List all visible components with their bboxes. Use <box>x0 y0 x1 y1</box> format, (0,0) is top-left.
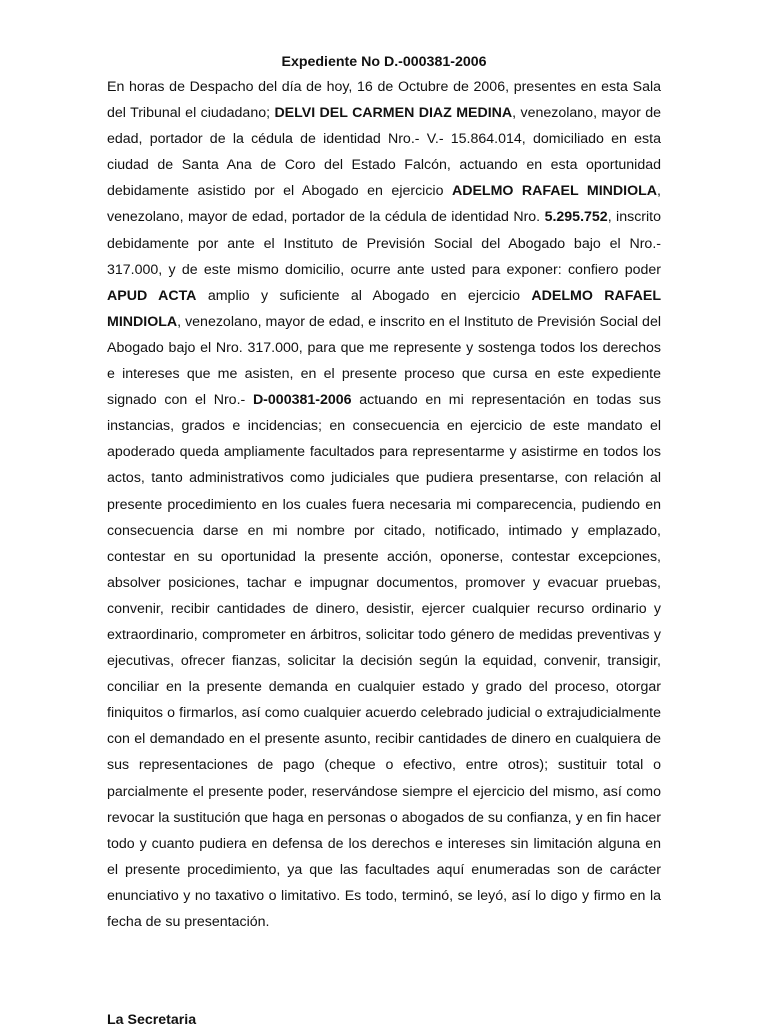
document-title: Expediente No D.-000381-2006 <box>281 54 487 70</box>
body-segment: actuando en mi representación en todas sus instancias, grados e incidencias; en consecuencia en ejercicio de este mandato el apoderado queda ampliamente facultados para representarme y asistirme en todos los actos, tanto administrativos como judiciales que pudiera presentarse, con relación al presente procedimiento en los cuales fuera necesaria mi comparecencia, pudiendo en consecuencia darse en mi nombre por citado, notificado, intimado y emplazado, contestar en su oportunidad la presente acción, oponerse, contestar excepciones, absolver posiciones, tachar e impugnar documentos, promover y evacuar pruebas, convenir, recibir cantidades de dinero, desistir, ejercer cualquier recurso ordinario y extraordinario, comprometer en árbitros, solicitar todo género de medidas preventivas y ejecutivas, ofrecer fianzas, solicitar la decisión según la equidad, convenir, transigir, conciliar en la presente demanda en cualquier estado y grado del proceso, otorgar finiquitos o firmarlos, así como cualquier acuerdo celebrado judicial o extrajudicialmente con el demandado en el presente asunto, recibir cantidades de dinero en cualquiera de sus representaciones de pago (cheque o efectivo, entre otros); sustituir total o parcialmente el presente poder, reservándose siempre el ejercicio del mismo, así como revocar la sustitución que haga en personas o abogados de su confianza, y en fin hacer todo y cuanto pudiera en defensa de los derechos e intereses sin limitación alguna en el presente procedimiento, ya que las facultades aquí enumeradas son de carácter enunciativo y no taxativo o limitativo. Es todo, terminó, se leyó, así lo digo y firmo en la fecha de su presentación. <box>107 392 661 930</box>
body-segment: , inscrito debidamente por ante el Instituto de Previsión Social del Abogado bajo el Nro.- 317.000, y de este mismo domicilio, ocurre ante usted para exponer: confiero poder <box>107 209 661 278</box>
body-segment: , venezolano, mayor de edad, portador de la cédula de identidad Nro.- V.- 15.864.014, domiciliado en esta ciudad de Santa Ana de Coro del Estado Falcón, actuando en esta oportunidad debidamente asistido por el Abogado en ejercicio <box>107 105 661 200</box>
body-segment: amplio y suficiente al Abogado en ejercicio <box>196 287 532 304</box>
body-segment-bold: ADELMO RAFAEL MINDIOLA <box>451 183 658 200</box>
signature-label: La Secretaria <box>107 1012 197 1024</box>
body-segment: , venezolano, mayor de edad, e inscrito en el Instituto de Previsión Social del Abogado bajo el Nro. 317.000, para que me represente y sostenga todos los derechos e intereses que me asisten, en el presente proceso que cursa en este expediente signado con el Nro.- <box>107 313 661 409</box>
document-body <box>107 74 661 935</box>
body-segment-bold: DELVI DEL CARMEN DIAZ MEDINA <box>274 105 513 122</box>
body-segment-bold: APUD ACTA <box>107 287 197 304</box>
body-segment: , venezolano, mayor de edad, portador de la cédula de identidad Nro. <box>107 183 661 226</box>
body-segment-bold: 5.295.752 <box>544 209 608 226</box>
body-segment-bold: ADELMO RAFAEL MINDIOLA <box>107 287 662 330</box>
body-segment: En horas de Despacho del día de hoy, 16 de Octubre de 2006, presentes en esta Sala del Tribunal el ciudadano; <box>107 79 661 122</box>
body-segment-bold: D-000381-2006 <box>252 392 352 409</box>
